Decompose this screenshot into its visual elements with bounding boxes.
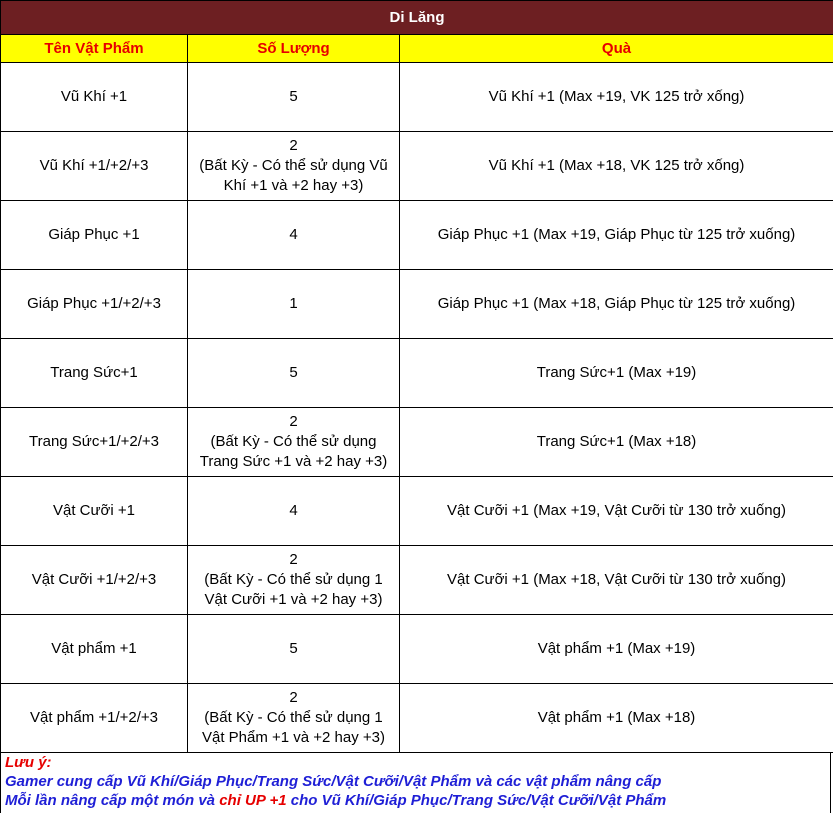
table-row xyxy=(1,63,833,132)
gift-cell: Vật phẩm +1 (Max +19) xyxy=(400,615,833,684)
gift-cell: Vật phẩm +1 (Max +18) xyxy=(400,684,833,753)
quantity-line: 5 xyxy=(192,363,395,383)
quantity-cell xyxy=(188,63,400,132)
table-row xyxy=(1,408,833,477)
item-name-cell: Vũ Khí +1 xyxy=(1,63,188,132)
quantity-line: (Bất Kỳ - Có thể sử dụng Vũ xyxy=(192,156,395,176)
column-header-gift: Quà xyxy=(400,35,833,63)
quantity-line: (Bất Kỳ - Có thể sử dụng xyxy=(192,432,395,452)
item-name-cell: Vật phẩm +1/+2/+3 xyxy=(1,684,188,753)
notes-title: Lưu ý: xyxy=(5,753,830,772)
item-name-cell: Vật Cưỡi +1/+2/+3 xyxy=(1,546,188,615)
notes-line-2 xyxy=(5,791,830,810)
quantity-cell xyxy=(188,339,400,408)
table-row xyxy=(1,339,833,408)
quantity-line: 2 xyxy=(192,550,395,570)
quantity-cell xyxy=(188,270,400,339)
notes-line-2-highlight: chỉ UP +1 xyxy=(219,792,286,809)
table-row xyxy=(1,132,833,201)
column-header-item: Tên Vật Phẩm xyxy=(1,35,188,63)
item-name-cell: Vũ Khí +1/+2/+3 xyxy=(1,132,188,201)
quantity-line: Vật Phẩm +1 và +2 hay +3) xyxy=(192,728,395,748)
item-name-cell: Vật Cưỡi +1 xyxy=(1,477,188,546)
gift-cell: Vật Cưỡi +1 (Max +19, Vật Cưỡi từ 130 trở xuống) xyxy=(400,477,833,546)
quantity-line: Trang Sức +1 và +2 hay +3) xyxy=(192,452,395,472)
quantity-line: 2 xyxy=(192,412,395,432)
quantity-line: Khí +1 và +2 hay +3) xyxy=(192,176,395,196)
quantity-cell xyxy=(188,132,400,201)
notes-line-1: Gamer cung cấp Vũ Khí/Giáp Phục/Trang Sức/Vật Cưỡi/Vật Phẩm và các vật phẩm nâng cấp xyxy=(5,772,830,791)
table-row xyxy=(1,615,833,684)
table-body xyxy=(1,63,833,753)
table-row xyxy=(1,477,833,546)
item-name-cell: Vật phẩm +1 xyxy=(1,615,188,684)
quantity-line: Vật Cưỡi +1 và +2 hay +3) xyxy=(192,590,395,610)
quantity-line: 1 xyxy=(192,294,395,314)
quantity-cell xyxy=(188,684,400,753)
quantity-line: 5 xyxy=(192,87,395,107)
quantity-line: 2 xyxy=(192,688,395,708)
gift-cell: Vũ Khí +1 (Max +19, VK 125 trở xống) xyxy=(400,63,833,132)
quantity-line: (Bất Kỳ - Có thể sử dụng 1 xyxy=(192,708,395,728)
table-row xyxy=(1,270,833,339)
quantity-line: 5 xyxy=(192,639,395,659)
column-header-quantity: Số Lượng xyxy=(188,35,400,63)
quantity-line: (Bất Kỳ - Có thể sử dụng 1 xyxy=(192,570,395,590)
quantity-cell xyxy=(188,477,400,546)
item-name-cell: Giáp Phục +1 xyxy=(1,201,188,270)
table-row xyxy=(1,546,833,615)
item-name-cell: Trang Sức+1 xyxy=(1,339,188,408)
notes-line-2-end: cho Vũ Khí/Giáp Phục/Trang Sức/Vật Cưỡi/Vật Phẩm xyxy=(287,792,667,809)
gift-cell: Trang Sức+1 (Max +19) xyxy=(400,339,833,408)
title-row xyxy=(1,1,833,35)
gift-cell: Vũ Khí +1 (Max +18, VK 125 trở xống) xyxy=(400,132,833,201)
notes-line-2-start: Mỗi lần nâng cấp một món và xyxy=(5,792,219,809)
gift-cell: Vật Cưỡi +1 (Max +18, Vật Cưỡi từ 130 trở xuống) xyxy=(400,546,833,615)
table-row xyxy=(1,201,833,270)
quantity-line: 4 xyxy=(192,501,395,521)
gift-cell: Giáp Phục +1 (Max +18, Giáp Phục từ 125 trở xuống) xyxy=(400,270,833,339)
header-row xyxy=(1,35,833,63)
quantity-cell xyxy=(188,615,400,684)
quantity-line: 4 xyxy=(192,225,395,245)
quantity-cell xyxy=(188,546,400,615)
quantity-cell xyxy=(188,201,400,270)
gift-cell: Trang Sức+1 (Max +18) xyxy=(400,408,833,477)
item-name-cell: Giáp Phục +1/+2/+3 xyxy=(1,270,188,339)
notes-section xyxy=(0,753,831,813)
table-title: Di Lăng xyxy=(1,1,833,35)
gift-cell: Giáp Phục +1 (Max +19, Giáp Phục từ 125 trở xuống) xyxy=(400,201,833,270)
table-row xyxy=(1,684,833,753)
quantity-cell xyxy=(188,408,400,477)
quantity-line: 2 xyxy=(192,136,395,156)
item-name-cell: Trang Sức+1/+2/+3 xyxy=(1,408,188,477)
